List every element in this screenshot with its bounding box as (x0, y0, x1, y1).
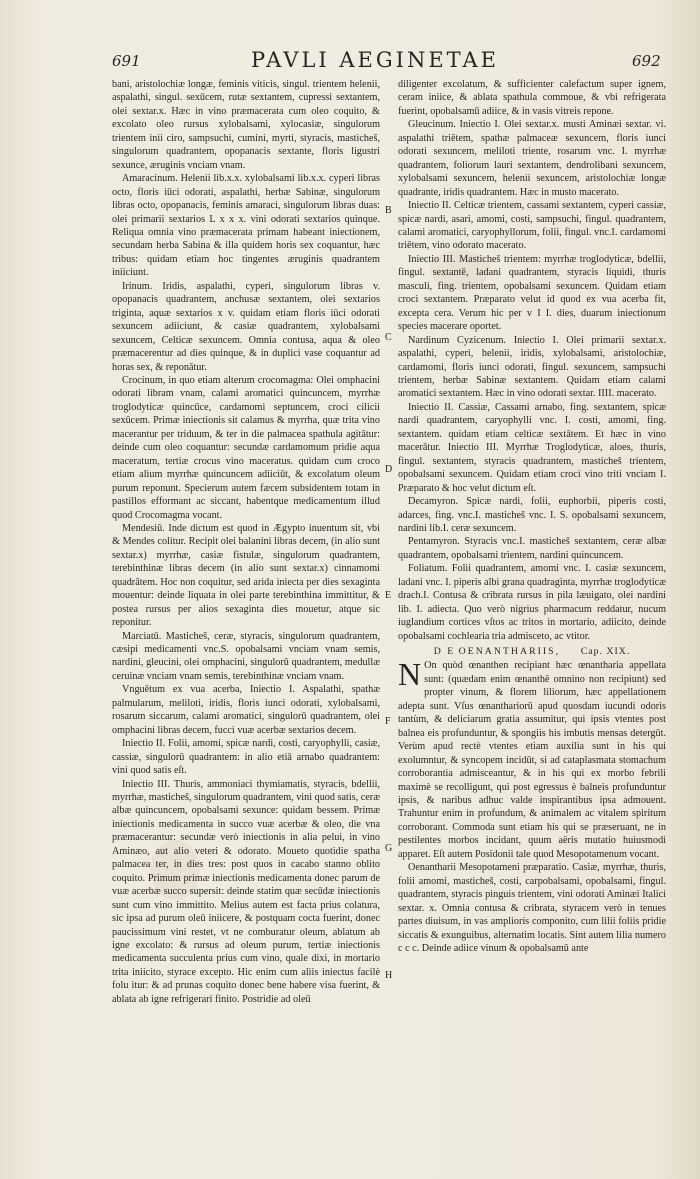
paragraph: Irinum. Iridis, aspalathi, cyperi, singulorum libras v. opopanacis quadrantem, anchusæ sextantem, olei sextarios triginta, aquæ sextarios x v. quidam etiam floris iūci odorati sexuncem adiiciunt, & casiæ quadrantem, xylobalsami sexuncem, Celticæ sexuncem. Omnia contusa, aqua & oleo præmacerentur ad dies quinque, & in duplici vase coquantur ad horas sex, & reponātur. (112, 280, 380, 373)
paragraph: Iniectio III. Thuris, ammoniaci thymiamatis, styracis, bdellii, myrrhæ, masticheš, singulorum quadrantem, vini quod satis, ceræ albæ quincuncem, opobalsami sexunce: quidam bessem. Primæ iniectionis medicamenta in succo vuæ acerbæ & oleo, die vna præmacerantur: secundæ verò iniectionis in alia pelui, in vino Aminæo, aut alio veteri & odorato. Moueto quotidie spatha palmacea ter, in dies tres: post quos in cacabo stanno oblito coquito. Primum primæ iniectionis medicamenta donec parum de vuæ acerbæ succo supersit: deinde statim quæ secūdæ iniectionis sunt cum vino immittito. Melius autem est facta prius colatura, sic ipsa ad purum oleū iniicere, & postquam cocta fuerint, donec paucissimum vini restet, vt ne comburatur oleum, ablatum ab igne excolato: & rursus ad oleum purum, tertiæ iniectionis medicamenta succulenta prius cum vino, quale dixi, in mortario trita iniicito, styrace excepto. Hic enim cum aliis iniectus facilè folu itur: & ad prunas coquito donec bene habere visa fuerint, & ablata ab igne refrigerari finito. Postridie ad oleū (112, 778, 380, 1005)
paragraph: diligenter excolatum, & sufficienter calefactum super ignem, ceram iniice, & ablata spathula commoue, & vbi refrigerata fuerint, opobalsamū adiice, & in vasis vitreis repone. (398, 79, 666, 117)
paragraph (398, 656, 666, 861)
paragraph-text: On quòd œnanthen recipiant hæc œnantharia appellata sunt: (quædam enim œnanthē omnino non recipiunt) sed propter vinum, & florem liliorum, hæc appellationem adepta sunt. Vſus œnanthariorū apud quosdam iucundi odoris tantùm, & deliciarum gratia assumitur, qui ipsis vtentes post balnea eis profunduntur, & spongiis his imbutis mensas detergūt. Verùm apud rectè vtentes etiam auxilia sunt in his qui exolumntur, & syncopem incidūt, si ad cataplasmata stomachum corroborantia admisceantur, & in his qui ex morbo febrili maximè se recolligunt, qui post egressus è balneis profunduntur ipsis, & naribus adhuc valde inspirantibus ipsa admouent. Trahuntur enim in profundum, & animalem ac vitalem spiritum corroborant. Commoda sunt etiam his qui se præseruant, ne in pestilentes morbos incidant, quum aëris mutatio huiusmodi apparet. Eſt autem Posidonii tale quod Mesopotamenum vocant. (398, 660, 666, 860)
left-page-number: 691 (112, 52, 141, 70)
right-column (398, 78, 666, 955)
chapter-prefix: D E (433, 646, 456, 658)
margin-letter-b: B (385, 205, 392, 216)
paragraph: Iniectio II. Celticæ trientem, cassami sextantem, cyperi cassiæ, spicæ nardi, asari, amomi, costi, sampsuchi, fingul. quadrantem, calami aromatici, caryophyllorum, folii, fingul. vnc.I. cardamomi triētem, vino odorato macerato. (398, 200, 666, 252)
paragraph: Iniectio III. Masticheš trientem: myrrhæ troglodyticæ, bdellii, fingul. sextantē, ladani quadrantem, styracis liquidi, thuris masculi, fing. trientem, opobalsami sexuncem. Quidam etiam croci sextantem. Præparato velut id quod ex vua acerba fit, excepta cera. Verum hic per v I I. dies, duarum iniectionum species macerare oportet. (398, 253, 666, 333)
paragraph: Marciatū. Masticheš, ceræ, styracis, singulorum quadrantem, cæsipi medicamenti vnc.S. opobalsami vnciam vnam semis, nardini, gleucini, olei omphacini, singulorū quadrantem, medullæ ceruinæ vnciam vnam semis, terebinthinæ vnciam vnam. (112, 630, 380, 682)
chapter-heading (398, 645, 666, 658)
paragraph: Mendesiū. Inde dictum est quod in Ægypto inuentum sit, vbi & Mendes colitur. Recipit olei balanini libras decem, (in alio sunt sextar.x) myrrhæ, casiæ fistulæ, singulorum quadrantem, terebinthinæ libras decem (in alio sunt sextar.x) cinnamomi quadrātem. Hoc non coquitur, sed arida iniecta per dies sexaginta mouentur: deinde liquata in olei parte terebinthina immittitur, & postea rursus per alios sexaginta dies mouetur, atque sic reponitur. (112, 522, 380, 629)
paragraph: Foliatum. Folii quadrantem, amomi vnc. I. casiæ sexuncem, ladani vnc. I. piperis albi grana quadraginta, myrrhæ troglodyticæ drach.I. Contusa & cribrata rursus in pila læuigato, olei nardini lib. I. adiecta. Quo verò nigrius pharmacum reddatur, nucum iuglandium cortices vſtos ac tritos in mortario, adiicito, deinde opobalsami cochlearia tria admisceto, ac vtitor. (398, 563, 666, 642)
margin-letter-d: D (385, 464, 393, 475)
right-page-number: 692 (632, 52, 661, 70)
paragraph: Amaracinum. Helenii lib.x.x. xylobalsami lib.x.x. cyperi libras octo, floris iūci odorati, aspalathi, herbæ Sabinæ, singulorum libras octo, opopanacis, feminis amaraci, singulorum libras duas: olei primarii sextarios L x x x. vini odorati sextarios quinque. Reliqua omnia vino præmacerata primam habeant iniectionem, secundam herba Sabina & illa quidem horis sex coquantur, hæc tribus: quidam etiam hoc tingentes æruginis quadrantem iniiciunt. (112, 173, 380, 279)
drop-capital: N (398, 656, 422, 693)
paragraph: Oenantharii Mesopotameni præparatio. Casiæ, myrrhæ, thuris, folii amomi, masticheš, costi, carpobalsami, opobalsami, fingul. quadrantem, styracis pinguis trientem, vini odorati Aminæi Italici sextar. x. Omnia contusa & cribrata, styracem verò in tenues partes diuisum, in vas ampliorís componito, cum lilii foliis pridie siccatis & exunguibus, alternatim locatis. Sint autem lilia numero c c c. Deinde adiice vinum & opobalsamū ante (398, 862, 666, 954)
margin-letter-g: G (385, 843, 393, 854)
running-header (0, 48, 700, 74)
left-column (112, 78, 380, 1006)
margin-letter-c: C (385, 332, 392, 343)
paragraph: Iniectio II. Cassiæ, Cassami arnabo, fing. sextantem, spicæ nardi quadrantem, caryophylli vnc. I. costi, amomi, fing. sextantem. quidam etiam celticæ sextātem. Et hæc in vino macerātur. Iniectio III. Myrrhæ Troglodyticæ, aloes, thuris, fingul. sextantem, styracis quadrantem, masticheš trientem, opobalsami sexuncem. Quidam etiam croci vino triti vnciam I. Præparato & hoc velut dictum eſt. (398, 401, 666, 494)
paragraph: Pentamyron. Styracis vnc.I. masticheš sextantem, ceræ albæ quadrantem, opobalsami trientem, nardini quincuncem. (398, 536, 666, 561)
margin-letter-e: E (385, 590, 392, 601)
paragraph: Iniectio II. Folii, amomi, spicæ nardi, costi, caryophylli, casiæ, cassiæ, singulorū quadrantem: in alio etiā arnabo quadrantem: vini quod satis eſt. (112, 738, 380, 777)
chapter-title: OENANTHARIIS, (458, 646, 561, 658)
chapter-number: Cap. XIX. (580, 646, 631, 658)
margin-letter-f: F (385, 716, 391, 727)
paragraph: Crocinum, in quo etiam alterum crocomagma: Olei omphacini odorati libram vnam, calami aromatici quincuncem, myrrhæ troglodyticæ quincūce, cardamomi septuncem, croci cilicii sexūcem. Primæ iniectionis sit calamus & myrrha, quæ trita vino macerantur per triduum, & ter in die palmacea spathula agitātur: deinde cum oleo coquantur: secundæ cardamomum pridie aqua maceratum, tertiæ crocus vino maceratus. quidam cum croco etiam alium myrrhæ quincuncem adiiciūt, & excolatum oleum purum reponunt. Specierum autem fæcem subsidentem totam in pastillos efformant ac siccant, habentque medicamentum illud quod Crocomagma vocant. (112, 374, 380, 521)
paragraph: bani, aristolochiæ longæ, feminis viticis, singul. trientem helenii, aspalathi, singul. sexūcem, rutæ sextantem, cupressi sextantem, olei sextar.x. Hæc in vino præmacerata cum oleo coquito, & excolato oleo rursus xylobalsami, xylocasiæ, singulorum trientem inii ciro, sampsuchi, cumini, myrti, styracis, masticheš, singulorum quadrantem, opopanacis sextante, floris ligustri sexunce, æruginis vnciam vnam. (112, 79, 380, 171)
running-title: PAVLI AEGINETAE (250, 48, 500, 72)
paragraph: Gleucinum. Iniectio I. Olei sextar.x. musti Aminæi sextar. vi. aspalathi triētem, spathæ palmaceæ sexuncem, floris iunci odorati sexuncem, meliloti triente, rosarum vnc. I. myrrhæ quadrantem, foliorum lauri sextantem, dendrolibani sexuncem, xylobalsami sexuncem, helenii sexuncem, aristolochiæ longæ quadrante, iridis quadrantem. Hæc in musto macerato. (398, 119, 666, 198)
paragraph: Vnguētum ex vua acerba, Iniectio I. Aspalathi, spathæ palmularum, meliloti, iridis, floris iunci odorati, xylobalsami, rosarum siccarum, calami aromatici, singulorū quadrantem, olei omphacini libras decem, fucci vuæ acerbæ sextarios decem. (112, 684, 380, 736)
paragraph: Nardinum Cyzicenum. Iniectio I. Olei primarii sextar.x. aspalathi, cyperi, helenii, iridis, xylobalsami, aristolochiæ, cardamomi, floris iunci odorati, fingul. sexuncem, sampsuchi trientem, herbæ Sabinæ sextantem. Quidam etiam calami aromatici sextantem. Hæc in vino odorati sextar. IIII. macerato. (398, 334, 666, 400)
margin-letter-h: H (385, 970, 393, 981)
paragraph: Decamyron. Spicæ nardi, folii, euphorbii, piperis costi, adarces, fing. vnc.I. masticheš vnc. I. S. opobalsami sexuncem, nardini lib.I. ceræ sexuncem. (398, 496, 666, 534)
